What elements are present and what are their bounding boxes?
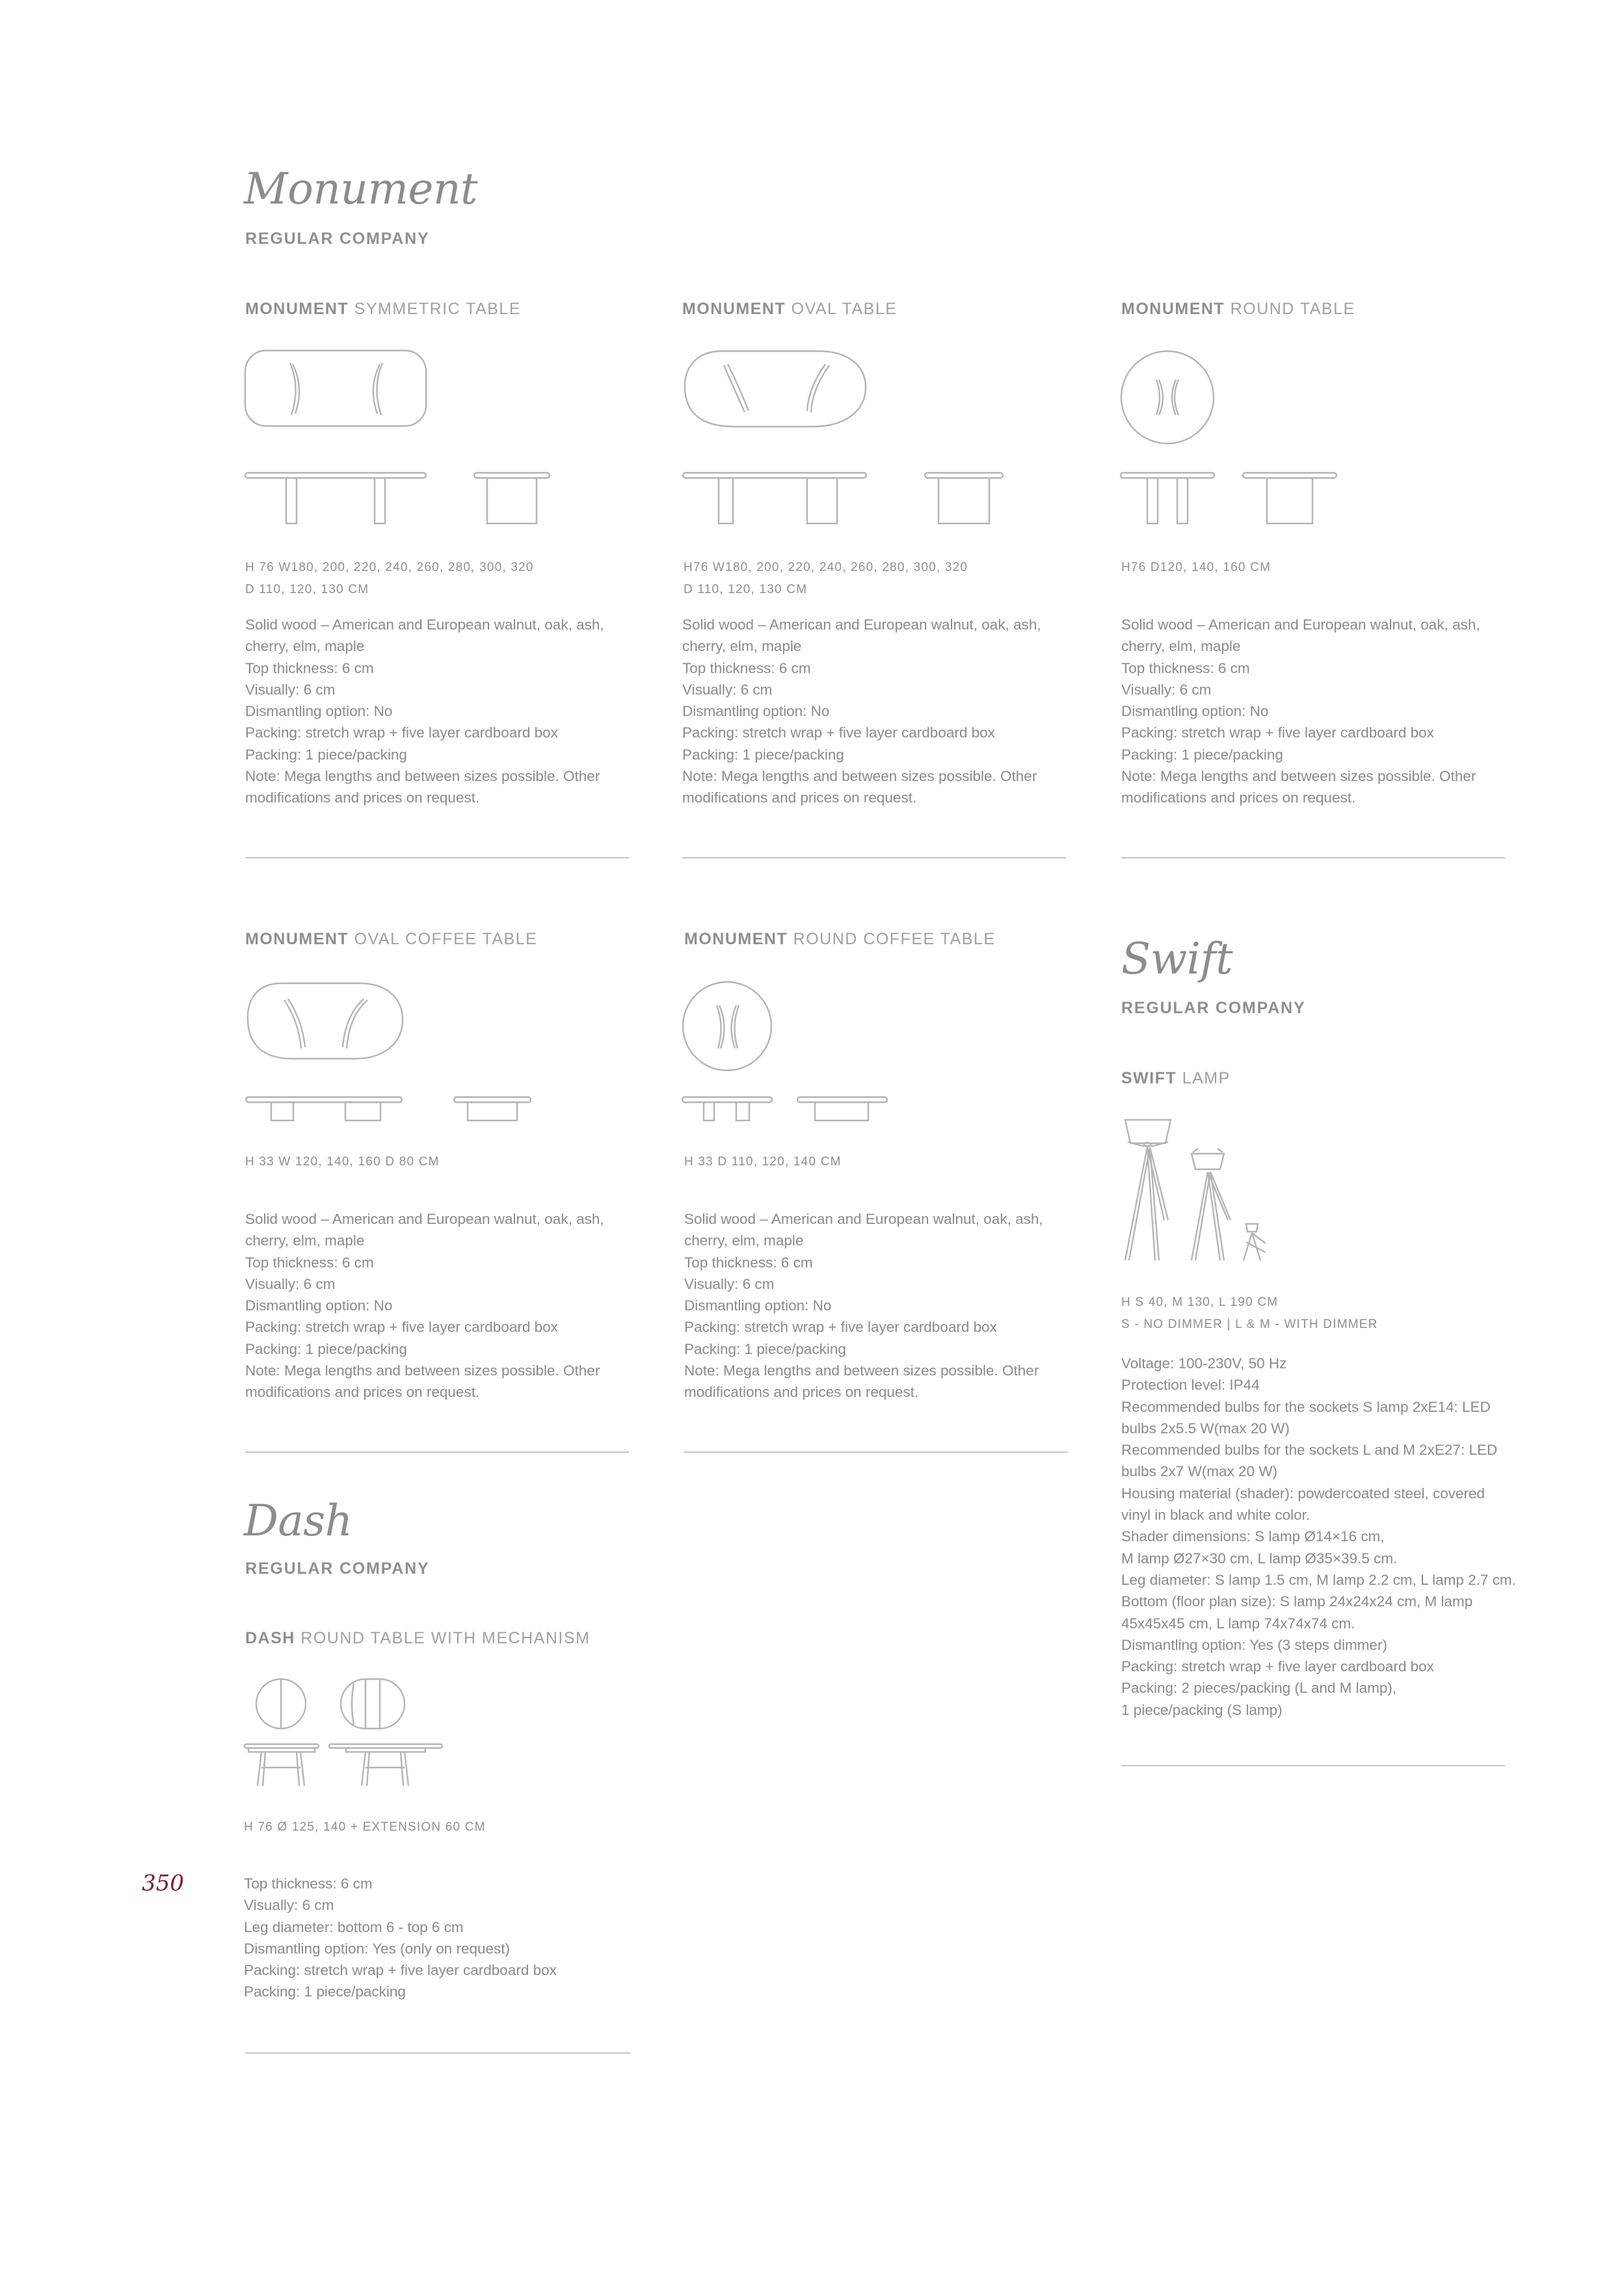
spec-list-dash-table: Top thickness: 6 cm Visually: 6 cm Leg diameter: bottom 6 - top 6 cm Dismantling option: Yes (only on request) Packing: stretch wrap + five layer cardboard box Packing: 1 piece/packing [244,1875,557,2000]
round-table-end-view [1242,472,1338,525]
dimensions-round-coffee-table: H 33 D 110, 120, 140 CM [684,1155,842,1169]
oval-table-side-view [682,472,868,525]
dimensions-round-table: H76 D120, 140, 160 CM [1121,561,1271,574]
product-title-oval-coffee-table: MONUMENT OVAL COFFEE TABLE [245,930,538,948]
symmetric-table-top-view [245,350,428,428]
product-title-round-coffee-table: MONUMENT ROUND COFFEE TABLE [684,930,996,948]
maker-label-swift: REGULAR COMPANY [1121,999,1306,1017]
symmetric-table-end-view [473,472,552,525]
page-number: 350 [142,1870,184,1896]
round-coffee-table-side-view [682,1096,774,1122]
symmetric-table-side-view [245,472,428,525]
divider [245,1451,629,1453]
spec-list-swift-lamp: Voltage: 100-230V, 50 Hz Protection level: IP44 Recommended bulbs for the sockets S lamp 2xE14: LED bulbs 2x5.5 W(max 20 W) Recommended bulbs for the sockets L and M 2xE27: LED bulbs 2x7 W(max 20 W) Housing material (shader): powdercoated steel, covered vinyl in black and white color. Shader dimensions: S lamp Ø14×16 cm, M lamp Ø27×30 cm, L lamp Ø35×39.5 cm. Leg diameter: S lamp 1.5 cm, M lamp 2.2 cm, L lamp 2.7 cm. Bottom (floor plan size): S lamp 24x24x24 cm, M lamp 45x45x45 cm, L lamp 74x74x74 cm. Dismantling option: Yes (3 steps dimmer) Packing: stretch wrap + five layer cardboard box Packing: 2 pieces/packing (L and M lamp), 1 piece/packing (S lamp) [1121,1355,1516,1718]
brand-title-dash: Dash [244,1496,353,1546]
product-title-swift-lamp: SWIFT LAMP [1121,1069,1231,1087]
dimensions-oval-coffee-table: H 33 W 120, 140, 160 D 80 CM [245,1155,440,1169]
oval-coffee-table-side-view [245,1096,404,1122]
round-coffee-table-top-view [682,981,774,1073]
dimensions-swift-lamp: H S 40, M 130, L 190 CM S - NO DIMMER | L & M - WITH DIMMER [1121,1295,1378,1331]
round-table-side-view [1120,472,1216,525]
spec-list-oval-table: Solid wood – American and European walnut, oak, ash, cherry, elm, maple Top thickness: 6 cm Visually: 6 cm Dismantling option: No Packing: stretch wrap + five layer cardboard box Packing: 1 piece/packing Note: Mega lengths and between sizes possible. Other modifications and prices on request. [682,616,1041,806]
divider [245,2052,630,2054]
spec-list-symmetric-table: Solid wood – American and European walnut, oak, ash, cherry, elm, maple Top thickness: 6 cm Visually: 6 cm Dismantling option: No Packing: stretch wrap + five layer cardboard box Packing: 1 piece/packing Note: Mega lengths and between sizes possible. Other modifications and prices on request. [245,616,604,806]
divider [245,857,629,858]
spec-list-round-table: Solid wood – American and European walnut, oak, ash, cherry, elm, maple Top thickness: 6 cm Visually: 6 cm Dismantling option: No Packing: stretch wrap + five layer cardboard box Packing: 1 piece/packing Note: Mega lengths and between sizes possible. Other modifications and prices on request. [1121,616,1480,806]
round-coffee-table-end-view [797,1096,889,1122]
product-title-symmetric-table: MONUMENT SYMMETRIC TABLE [245,300,522,318]
swift-lamp-drawing [1119,1116,1275,1266]
dash-table-drawing [242,1677,444,1787]
product-title-dash-table: DASH ROUND TABLE WITH MECHANISM [245,1629,591,1647]
round-table-top-view [1120,350,1216,446]
oval-coffee-table-top-view [245,981,404,1061]
divider [1121,1765,1505,1766]
spec-list-round-coffee-table: Solid wood – American and European walnut, oak, ash, cherry, elm, maple Top thickness: 6 cm Visually: 6 cm Dismantling option: No Packing: stretch wrap + five layer cardboard box Packing: 1 piece/packing Note: Mega lengths and between sizes possible. Other modifications and prices on request. [684,1211,1043,1401]
oval-table-end-view [924,472,1005,525]
divider [682,857,1066,858]
dimensions-dash-table: H 76 Ø 125, 140 + EXTENSION 60 CM [244,1820,486,1834]
divider [1121,857,1505,858]
dimensions-oval-table: H76 W180, 200, 220, 240, 260, 280, 300, 320 D 110, 120, 130 CM [684,561,968,596]
divider [684,1451,1068,1453]
oval-table-top-view [682,349,868,429]
spec-list-oval-coffee-table: Solid wood – American and European walnut, oak, ash, cherry, elm, maple Top thickness: 6 cm Visually: 6 cm Dismantling option: No Packing: stretch wrap + five layer cardboard box Packing: 1 piece/packing Note: Mega lengths and between sizes possible. Other modifications and prices on request. [245,1211,604,1401]
maker-label-dash: REGULAR COMPANY [245,1559,430,1578]
brand-title-swift: Swift [1121,934,1233,984]
brand-title-monument: Monument [244,164,477,214]
product-title-oval-table: MONUMENT OVAL TABLE [682,300,898,318]
maker-label-monument: REGULAR COMPANY [245,230,430,248]
oval-coffee-table-end-view [453,1096,533,1122]
dimensions-symmetric-table: H 76 W180, 200, 220, 240, 260, 280, 300, 320 D 110, 120, 130 CM [245,561,534,596]
product-title-round-table: MONUMENT ROUND TABLE [1121,300,1355,318]
